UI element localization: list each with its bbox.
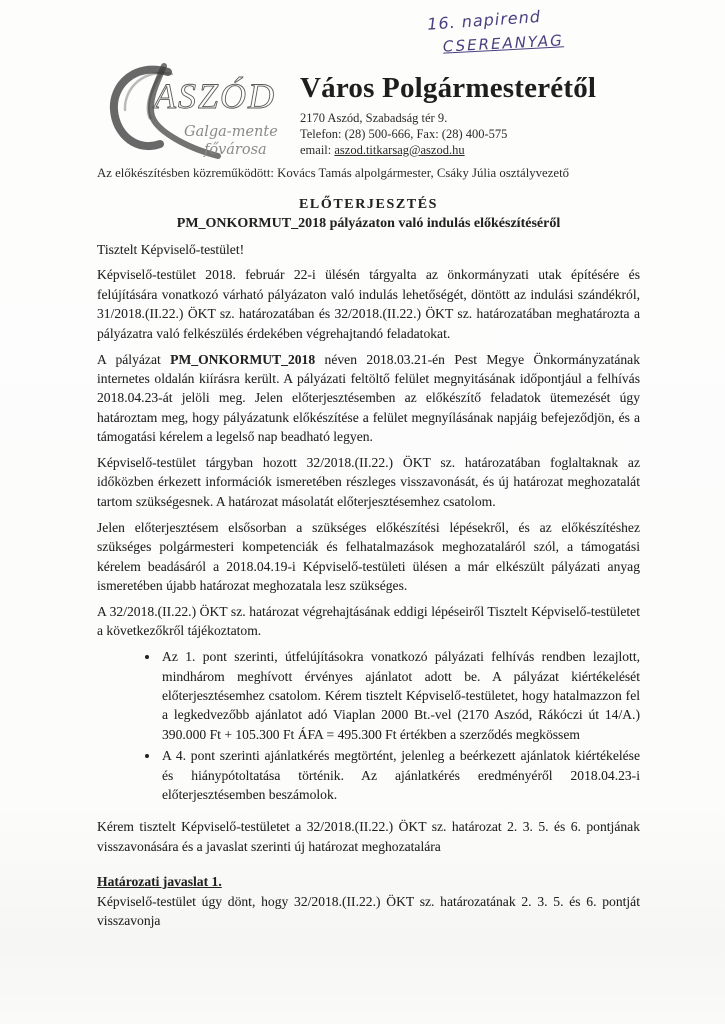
document-title-line2: PM_ONKORMUT_2018 pályázaton való indulás előkészítéséről <box>176 215 561 231</box>
handwritten-replacement-label: CSEREANYAG <box>442 31 565 56</box>
list-item: • Az 1. pont szerinti, útfelújításokra vonatkozó pályázati felhívás rendben lezajlott, mindhárom meghívott érvényes ajánlatot adott be. A pályázat kiértékelését előterjesztésemhez csatolom. Kérem tisztelt Képviselő-testületet, hogy hatalmazzon fel a legkedvezőbb ajánlatot adó Viaplan 2000 Bt.-vel (2170 Aszód, Rákóczi út 14/A.) 390.000 Ft + 105.300 Ft ÁFA = 495.300 Ft értékben a szerződés megkössem <box>160 647 640 744</box>
city-logo <box>104 58 294 173</box>
decision-proposal-body: Képviselő-testület úgy dönt, hogy 32/2018.(II.22.) ÖKT sz. határozatának 2. 3. 5. és 6. pontját visszavonja <box>97 893 640 929</box>
paragraph-3: Képviselő-testület tárgyban hozott 32/2018.(II.22.) ÖKT sz. határozatában foglaltaknak az időközben érkezett információk ismeretében részleges visszavonását, és új határozat meghozatalát tartom szükségesnek. A határozat másolatát előterjesztésemhez csatolom. <box>97 455 640 509</box>
email-label: email: <box>300 143 335 157</box>
letterhead-title: Város Polgármesterétől <box>300 72 597 104</box>
status-bullet-list <box>97 647 640 804</box>
letterhead-email-line <box>300 142 596 158</box>
logo-tagline-line1: Galga-mente <box>184 124 278 140</box>
paragraph-2-prefix: A pályázat <box>97 351 171 367</box>
paragraph-2 <box>97 350 640 447</box>
handwritten-agenda-number: 16. napirend <box>426 6 542 34</box>
aszod-logo-swirl-icon <box>104 58 294 168</box>
paragraph-6: Kérem tisztelt Képviselő-testületet a 32/2018.(II.22.) ÖKT sz. határozat 2. 3. 5. és 6. pontjának visszavonására és a javaslat szerinti új határozat meghozatalára <box>97 819 640 854</box>
document-title-line1: ELŐTERJESZTÉS <box>298 197 439 212</box>
decision-proposal-heading: Határozati javaslat 1. <box>97 874 222 890</box>
paragraph-1: Képviselő-testület 2018. február 22-i ülésén tárgyalta az önkormányzati utak építésére és felújítására vonatkozó várható pályázaton való indulás lehetőségét, döntött az indulási szándékról, 31/2018.(II.22.) ÖKT sz. határozatában és 32/2018.(II.22.) ÖKT sz. határozatában meghatározta a pályázatra való felkészülés érdekében végrehajtandó feladatokat. <box>97 267 640 341</box>
paragraph-2-bold-code: PM_ONKORMUT_2018 <box>170 351 316 367</box>
logo-city-name: ASZÓD <box>154 76 277 116</box>
document-body <box>97 196 640 931</box>
letterhead-contact <box>300 110 596 158</box>
letterhead-phone-fax: Telefon: (28) 500-666, Fax: (28) 400-575 <box>300 127 508 141</box>
paragraph-5: A 32/2018.(II.22.) ÖKT sz. határozat végrehajtásának eddigi lépéseiről Tisztelt Képviselő-testületet a következőkről tájékoztatom. <box>97 603 640 639</box>
paragraph-4: Jelen előterjesztésem elsősorban a szükséges előkészítési lépésekről, és az előkészítéshez szükséges polgármesteri kompetenciák és felhatalmazások meghozataláról szól, a támogatási kérelem beadásáról a 2018.04.19-i Képviselő-testületi ülésen a már elkészült pályázati anyag ismeretében újabb határozat meghozatala lesz szükséges. <box>97 519 640 593</box>
list-item: • A 4. pont szerinti ajánlatkérés megtörtént, jelenleg a beérkezett ajánlatok kiértékelése és hiánypótoltatása történik. Az ajánlatkérés eredményéről 2018.04.23-i előterjesztésemben beszámolok. <box>160 746 640 804</box>
letterhead-address: 2170 Aszód, Szabadság tér 9. <box>300 111 448 125</box>
salutation: Tisztelt Képviselő-testület! <box>97 241 245 257</box>
handwritten-note <box>426 3 564 60</box>
letterhead <box>300 72 596 158</box>
paragraph-2-rest: néven 2018.03.21-én Pest Megye Önkormányzatának internetes oldalán kiírásra került. A pályázati feltöltő felület megnyitásának időpontjául a felhívás 2018.04.23-át jelöli meg. Jelen előterjesztésemben az előkészítő feladatok ütemezését úgy határoztam meg, hogy pályázatunk előkészítése a felület megnyílásának napjáig befejeződjön, és a támogatási kérelem a legelső nap beadható legyen. <box>97 351 640 445</box>
logo-tagline-line2: fővárosa <box>204 142 267 158</box>
document-title <box>97 196 640 233</box>
email-address: aszod.titkarsag@aszod.hu <box>334 143 465 157</box>
contributors-line: Az előkészítésben közreműködött: Kovács Tamás alpolgármester, Csáky Júlia osztályvezető <box>97 166 570 180</box>
